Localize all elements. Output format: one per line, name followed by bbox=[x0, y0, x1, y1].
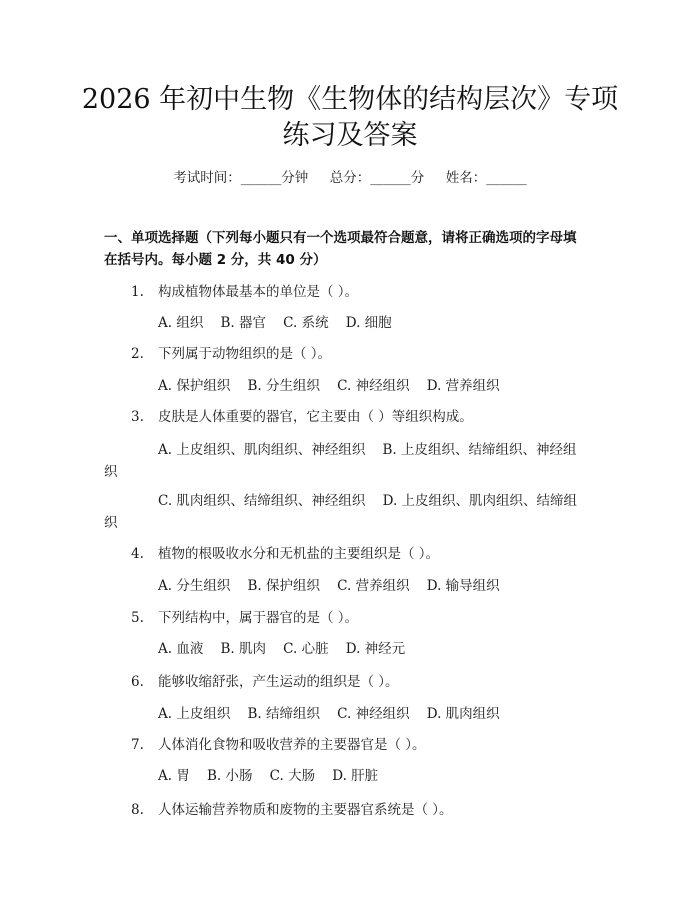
question-number: 1. bbox=[131, 284, 144, 300]
question-number: 7. bbox=[131, 737, 144, 753]
question-number: 8. bbox=[131, 802, 144, 818]
question-number: 4. bbox=[131, 546, 144, 562]
question-3-options-line2-wrap: 织 bbox=[104, 515, 118, 531]
question-stem: 植物的根吸收水分和无机盐的主要组织是（ ）。 bbox=[158, 546, 440, 562]
question-1-options: A. 组织 B. 器官 C. 系统 D. 细胞 bbox=[158, 315, 392, 331]
exam-info-line: 考试时间：______分钟 总分：______分 姓名：______ bbox=[173, 170, 527, 186]
question-4-options: A. 分生组织 B. 保护组织 C. 营养组织 D. 输导组织 bbox=[158, 578, 500, 594]
question-number: 3. bbox=[131, 409, 144, 425]
question-6-options: A. 上皮组织 B. 结缔组织 C. 神经组织 D. 肌肉组织 bbox=[158, 706, 500, 722]
question-stem: 人体运输营养物质和废物的主要器官系统是（ ）。 bbox=[158, 802, 453, 818]
question-stem: 下列属于动物组织的是（ ）。 bbox=[158, 346, 332, 362]
section-heading-line2: 在括号内。每小题 2 分，共 40 分） bbox=[104, 252, 327, 268]
question-stem: 人体消化食物和吸收营养的主要器官是（ ）。 bbox=[158, 737, 426, 753]
question-stem: 下列结构中，属于器官的是（ ）。 bbox=[158, 610, 359, 626]
question-3-options-line2: C. 肌肉组织、结缔组织、神经组织 D. 上皮组织、肌肉组织、结缔组 bbox=[158, 493, 578, 509]
question-number: 5. bbox=[131, 610, 144, 626]
question-3-options-line1-wrap: 织 bbox=[104, 464, 118, 480]
question-stem: 皮肤是人体重要的器官，它主要由（ ）等组织构成。 bbox=[158, 409, 473, 425]
document-title-line2: 练习及答案 bbox=[282, 120, 418, 151]
document-title-line1: 2026 年初中生物《生物体的结构层次》专项 bbox=[81, 84, 619, 115]
question-stem: 构成植物体最基本的单位是（ ）。 bbox=[158, 284, 359, 300]
question-5-options: A. 血液 B. 肌肉 C. 心脏 D. 神经元 bbox=[158, 641, 406, 657]
question-2-options: A. 保护组织 B. 分生组织 C. 神经组织 D. 营养组织 bbox=[158, 378, 500, 394]
question-3-options-line1: A. 上皮组织、肌肉组织、神经组织 B. 上皮组织、结缔组织、神经组 bbox=[158, 442, 577, 458]
section-heading-line1: 一、单项选择题（下列每小题只有一个选项最符合题意，请将正确选项的字母填 bbox=[104, 230, 577, 246]
question-number: 2. bbox=[131, 346, 144, 362]
question-stem: 能够收缩舒张，产生运动的组织是（ ）。 bbox=[158, 674, 399, 690]
question-number: 6. bbox=[131, 674, 144, 690]
question-7-options: A. 胃 B. 小肠 C. 大肠 D. 肝脏 bbox=[158, 768, 379, 784]
